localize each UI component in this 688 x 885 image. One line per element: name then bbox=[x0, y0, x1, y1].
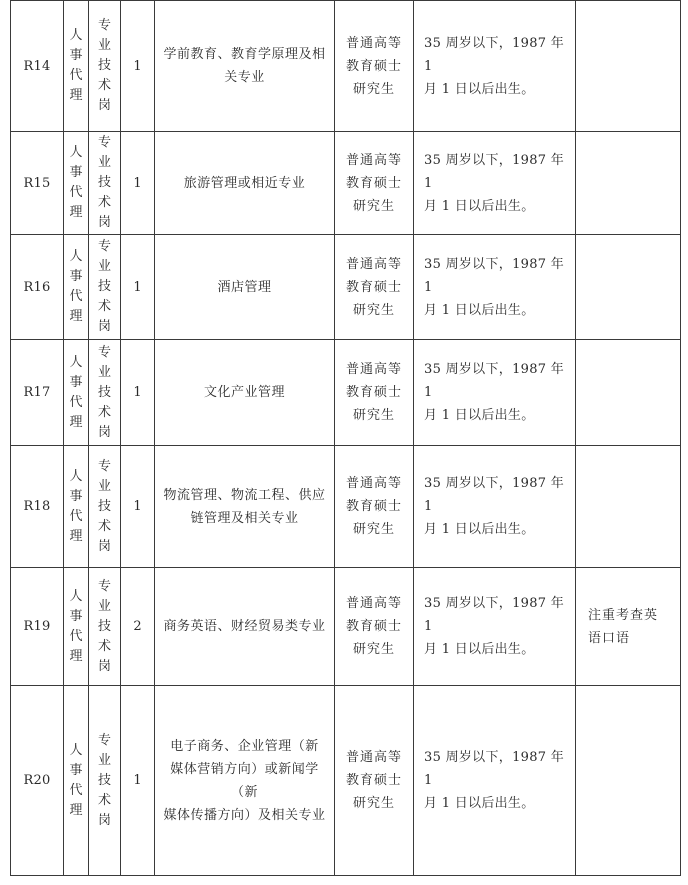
employment-type: 人事代理 bbox=[69, 354, 83, 430]
post-code-cell bbox=[11, 132, 64, 235]
note-line: 语口语 bbox=[588, 630, 631, 646]
age-requirement-cell bbox=[414, 686, 576, 876]
education-cell bbox=[335, 340, 414, 446]
age-requirement-cell bbox=[414, 132, 576, 235]
employment-type: 人事代理 bbox=[69, 145, 83, 220]
major-line: 电子商务、企业管理（新 bbox=[170, 738, 319, 754]
education-line: 教育硕士 bbox=[345, 773, 402, 788]
education-line: 教育硕士 bbox=[345, 175, 402, 191]
headcount: 1 bbox=[133, 175, 142, 191]
major-line: 酒店管理 bbox=[217, 279, 272, 295]
employment-type-cell bbox=[64, 568, 89, 686]
education-line: 普通高等 bbox=[345, 152, 402, 168]
post-category-cell bbox=[89, 1, 121, 132]
major-line: 文化产业管理 bbox=[203, 385, 285, 400]
education-line: 教育硕士 bbox=[345, 619, 402, 634]
employment-type: 人事代理 bbox=[69, 468, 83, 544]
major-line: 媒体传播方向）及相关专业 bbox=[163, 807, 326, 823]
age-line: 月 1 日以后出生。 bbox=[424, 796, 535, 811]
post-category: 专业技术岗 bbox=[97, 458, 111, 554]
headcount-cell bbox=[121, 132, 155, 235]
headcount: 1 bbox=[133, 499, 142, 514]
note-cell bbox=[576, 1, 681, 132]
post-code: R16 bbox=[23, 279, 51, 295]
major-line: 媒体营销方向）或新闻学（新 bbox=[170, 761, 319, 800]
education-line: 教育硕士 bbox=[345, 279, 402, 295]
headcount: 1 bbox=[133, 58, 142, 74]
age-requirement-cell bbox=[414, 1, 576, 132]
headcount: 2 bbox=[133, 619, 142, 634]
post-category: 专业技术岗 bbox=[97, 578, 111, 674]
employment-type: 人事代理 bbox=[69, 28, 83, 103]
post-category: 专业技术岗 bbox=[97, 732, 111, 828]
age-line: 月 1 日以后出生。 bbox=[424, 642, 535, 657]
post-code: R20 bbox=[23, 773, 51, 788]
note-cell bbox=[576, 686, 681, 876]
education-line: 研究生 bbox=[352, 642, 395, 657]
age-line: 35 周岁以下，1987 年 1 bbox=[424, 750, 565, 788]
post-category-cell bbox=[89, 568, 121, 686]
education-line: 教育硕士 bbox=[345, 58, 402, 74]
major-cell bbox=[155, 686, 335, 876]
table-body bbox=[11, 1, 681, 876]
major-cell bbox=[155, 132, 335, 235]
education-cell bbox=[335, 446, 414, 568]
education-line: 普通高等 bbox=[345, 476, 402, 491]
major-line: 物流管理、物流工程、供应 bbox=[163, 487, 326, 503]
post-category: 专业技术岗 bbox=[97, 344, 111, 440]
employment-type: 人事代理 bbox=[69, 249, 83, 324]
major-cell bbox=[155, 235, 335, 340]
post-category: 专业技术岗 bbox=[97, 239, 111, 334]
education-line: 研究生 bbox=[352, 198, 395, 214]
post-code-cell bbox=[11, 686, 64, 876]
employment-type-cell bbox=[64, 686, 89, 876]
major-line: 链管理及相关专业 bbox=[190, 510, 299, 526]
age-line: 35 周岁以下，1987 年 1 bbox=[424, 476, 565, 514]
note-cell bbox=[576, 132, 681, 235]
post-category-cell bbox=[89, 686, 121, 876]
education-cell bbox=[335, 1, 414, 132]
age-line: 35 周岁以下，1987 年 1 bbox=[424, 35, 565, 74]
post-code-cell bbox=[11, 568, 64, 686]
age-requirement-cell bbox=[414, 235, 576, 340]
headcount-cell bbox=[121, 235, 155, 340]
post-code-cell bbox=[11, 340, 64, 446]
education-cell bbox=[335, 132, 414, 235]
major-cell bbox=[155, 340, 335, 446]
employment-type-cell bbox=[64, 340, 89, 446]
post-category-cell bbox=[89, 235, 121, 340]
age-requirement-cell bbox=[414, 446, 576, 568]
table-row bbox=[11, 340, 681, 446]
education-cell bbox=[335, 235, 414, 340]
education-line: 普通高等 bbox=[345, 750, 402, 765]
age-requirement-cell bbox=[414, 340, 576, 446]
note-cell bbox=[576, 340, 681, 446]
post-category-cell bbox=[89, 340, 121, 446]
major-line: 关专业 bbox=[224, 70, 265, 85]
table-row bbox=[11, 568, 681, 686]
post-code: R19 bbox=[23, 619, 51, 634]
age-line: 35 周岁以下，1987 年 1 bbox=[424, 596, 565, 634]
post-category-cell bbox=[89, 132, 121, 235]
education-line: 教育硕士 bbox=[345, 499, 402, 514]
education-line: 研究生 bbox=[352, 81, 395, 97]
age-line: 35 周岁以下，1987 年 1 bbox=[424, 152, 565, 191]
note-cell bbox=[576, 568, 681, 686]
education-line: 普通高等 bbox=[345, 596, 402, 611]
education-line: 研究生 bbox=[352, 302, 395, 318]
major-line: 商务英语、财经贸易类专业 bbox=[163, 619, 326, 634]
recruitment-table bbox=[10, 0, 681, 876]
post-category: 专业技术岗 bbox=[97, 135, 111, 230]
headcount-cell bbox=[121, 568, 155, 686]
age-line: 月 1 日以后出生。 bbox=[424, 302, 535, 318]
employment-type-cell bbox=[64, 1, 89, 132]
headcount-cell bbox=[121, 686, 155, 876]
post-code-cell bbox=[11, 446, 64, 568]
age-line: 月 1 日以后出生。 bbox=[424, 198, 535, 214]
employment-type: 人事代理 bbox=[69, 588, 83, 664]
table-row bbox=[11, 446, 681, 568]
headcount: 1 bbox=[133, 385, 142, 400]
table-row bbox=[11, 686, 681, 876]
table-row bbox=[11, 235, 681, 340]
note-line: 注重考查英 bbox=[588, 607, 659, 623]
post-code: R14 bbox=[23, 58, 51, 74]
note-cell bbox=[576, 235, 681, 340]
table-row bbox=[11, 1, 681, 132]
education-line: 研究生 bbox=[352, 408, 395, 423]
post-code: R18 bbox=[23, 499, 51, 514]
post-code-cell bbox=[11, 1, 64, 132]
age-requirement-cell bbox=[414, 568, 576, 686]
age-line: 35 周岁以下，1987 年 1 bbox=[424, 256, 565, 295]
post-code-cell bbox=[11, 235, 64, 340]
education-line: 普通高等 bbox=[345, 256, 402, 272]
age-line: 月 1 日以后出生。 bbox=[424, 408, 535, 423]
headcount-cell bbox=[121, 340, 155, 446]
age-line: 月 1 日以后出生。 bbox=[424, 522, 535, 537]
table-row bbox=[11, 132, 681, 235]
education-line: 教育硕士 bbox=[345, 385, 402, 400]
age-line: 35 周岁以下，1987 年 1 bbox=[424, 362, 565, 400]
major-line: 学前教育、教育学原理及相 bbox=[163, 47, 326, 62]
education-cell bbox=[335, 686, 414, 876]
headcount: 1 bbox=[133, 773, 142, 788]
post-category: 专业技术岗 bbox=[97, 18, 111, 113]
headcount: 1 bbox=[133, 279, 142, 295]
note-cell bbox=[576, 446, 681, 568]
employment-type-cell bbox=[64, 235, 89, 340]
post-code: R15 bbox=[23, 175, 51, 191]
education-line: 研究生 bbox=[352, 522, 395, 537]
employment-type: 人事代理 bbox=[69, 742, 83, 818]
age-line: 月 1 日以后出生。 bbox=[424, 81, 535, 97]
headcount-cell bbox=[121, 1, 155, 132]
headcount-cell bbox=[121, 446, 155, 568]
education-line: 普通高等 bbox=[345, 35, 402, 51]
major-cell bbox=[155, 1, 335, 132]
major-cell bbox=[155, 568, 335, 686]
education-cell bbox=[335, 568, 414, 686]
employment-type-cell bbox=[64, 132, 89, 235]
employment-type-cell bbox=[64, 446, 89, 568]
major-line: 旅游管理或相近专业 bbox=[183, 175, 306, 191]
education-line: 普通高等 bbox=[345, 362, 402, 377]
post-category-cell bbox=[89, 446, 121, 568]
post-code: R17 bbox=[23, 385, 51, 400]
major-cell bbox=[155, 446, 335, 568]
education-line: 研究生 bbox=[352, 796, 395, 811]
